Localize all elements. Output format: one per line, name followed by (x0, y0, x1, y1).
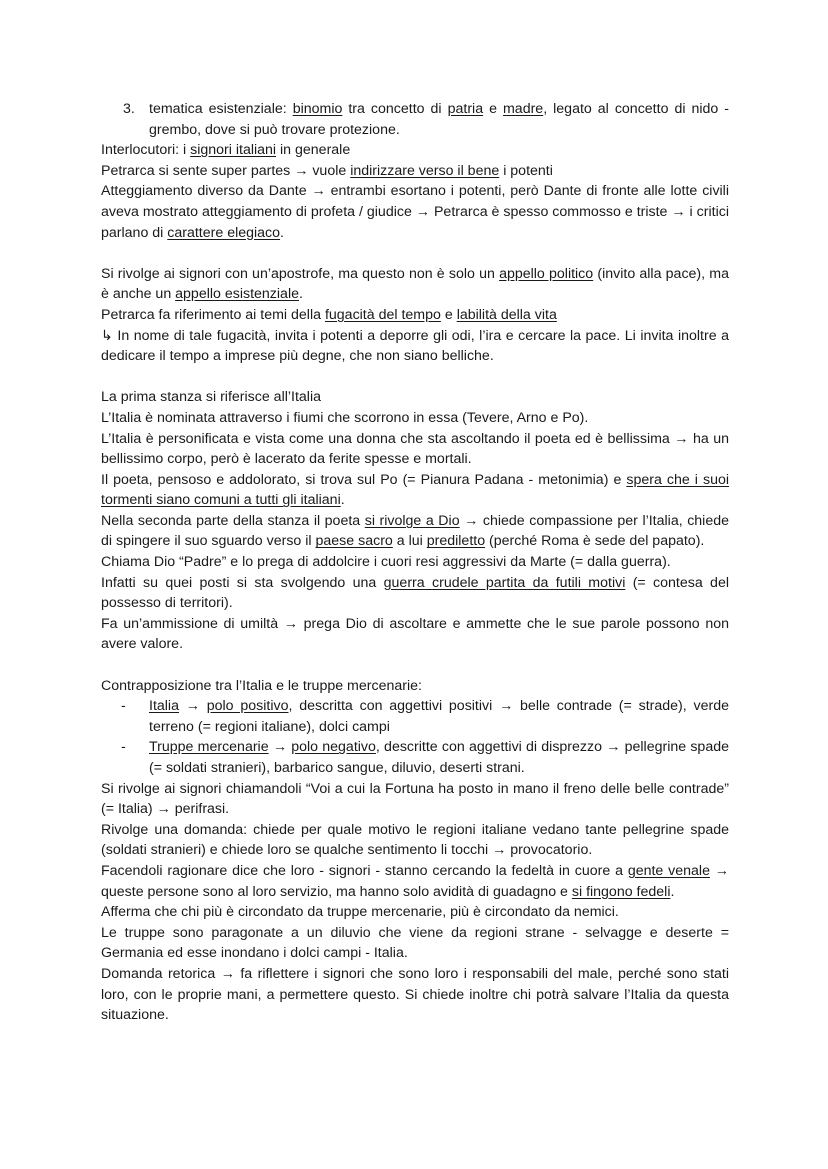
underlined-term: spera che i suoi tormenti siano comuni a tutti gli italiani (101, 471, 730, 509)
underlined-term: prediletto (426, 533, 486, 550)
underlined-term: labilità della vita (456, 306, 557, 323)
paragraph-interlocutori: Interlocutori: i signori italiani in generale (101, 142, 351, 159)
blank-line (101, 367, 729, 388)
underlined-term: si rivolge a Dio (364, 512, 460, 529)
bullet-item-italia (101, 696, 729, 737)
paragraph-fedelta: Facendoli ragionare dice che loro - signori - stanno cercando la fedeltà in cuore a gente venale → queste persone sono al loro servizio, ma hanno solo avidità di guadagno e si fingono fedeli. (101, 862, 729, 900)
blank-line (101, 243, 729, 264)
numbered-item-3 (101, 99, 729, 140)
list-item-text: tematica esistenziale: binomio tra concetto di patria e madre, legato al concetto di nido - grembo, dove si può trovare protezione. (149, 101, 730, 138)
paragraph-dante: Atteggiamento diverso da Dante → entrambi esortano i potenti, però Dante di fronte alle lotte civili aveva mostrato atteggiamento di profeta / giudice → Petrarca è spesso commosso e triste → i critici parlano di carattere elegiaco. (101, 183, 729, 241)
underlined-term: indirizzare verso il bene (350, 162, 500, 179)
underlined-term: carattere elegiaco (167, 224, 281, 241)
underlined-term: si fingono fedeli (571, 883, 671, 900)
paragraph-fugacita: ↳ In nome di tale fugacità, invita i potenti a deporre gli odi, l’ira e cercare la pace. Li invita inoltre a dedicare il tempo a imprese più degne, che non siano belliche. (101, 327, 729, 365)
underlined-term: binomio (292, 101, 343, 117)
paragraph-personificata: L’Italia è personificata e vista come una donna che sta ascoltando il poeta ed è bellissima → ha un bellissimo corpo, però è lacerato da ferite spesse e mortali. (101, 430, 729, 468)
paragraph-diluvio: Le truppe sono paragonate a un diluvio che viene da regioni strane - selvagge e deserte = Germania ed esse inondano i dolci campi - Italia. (101, 924, 729, 962)
paragraph-fortuna: Si rivolge ai signori chiamandoli “Voi a cui la Fortuna ha posto in mano il freno delle belle contrade” (= Italia) → perifrasi. (101, 780, 729, 818)
underlined-term: guerra crudele partita da futili motivi (383, 574, 626, 591)
paragraph-super-partes: Petrarca si sente super partes → vuole indirizzare verso il bene i potenti (101, 162, 553, 179)
paragraph-domanda: Rivolge una domanda: chiede per quale motivo le regioni italiane vedano tante pellegrine spade (soldati stranieri) e chiede loro se qualche sentimento li tocchi → provocatorio. (101, 821, 729, 859)
underlined-term: appello politico (499, 265, 594, 282)
bullet-item-truppe (101, 737, 729, 778)
underlined-term: paese sacro (315, 533, 393, 550)
paragraph-umilta: Fa un’ammissione di umiltà → prega Dio di ascoltare e ammette che le sue parole possono non avere valore. (101, 615, 729, 653)
paragraph-fiumi: L’Italia è nominata attraverso i fiumi che scorrono in essa (Tevere, Arno e Po). (101, 409, 589, 426)
underlined-term: Italia (149, 698, 179, 715)
paragraph-guerra: Infatti su quei posti si sta svolgendo una guerra crudele partita da futili motivi (= contesa del possesso di territori). (101, 574, 729, 612)
paragraph-po: Il poeta, pensoso e addolorato, si trova sul Po (= Pianura Padana - metonimia) e spera che i suoi tormenti siano comuni a tutti gli italiani. (101, 471, 730, 509)
blank-line (101, 655, 729, 676)
paragraph-prima-stanza: La prima stanza si riferisce all’Italia (101, 389, 321, 406)
underlined-term: patria (447, 101, 484, 117)
underlined-term: signori italiani (190, 142, 277, 159)
paragraph-padre: Chiama Dio “Padre” e lo prega di addolcire i cuori resi aggressivi da Marte (= dalla guerra). (101, 554, 671, 571)
bullet-dash: - (121, 739, 126, 756)
bullet-dash: - (121, 698, 126, 715)
paragraph-nemici: Afferma che chi più è circondato da truppe mercenarie, più è circondato da nemici. (101, 904, 619, 921)
paragraph-contrapposizione: Contrapposizione tra l’Italia e le truppe mercenarie: (101, 677, 422, 694)
paragraph-retorica: Domanda retorica → fa riflettere i signori che sono loro i responsabili del male, perché sono stati loro, con le proprie mani, a permettere questo. Si chiede inoltre chi potrà salvare l’Italia da questa situazione. (101, 965, 729, 1024)
paragraph-apostrofe: Si rivolge ai signori con un’apostrofe, ma questo non è solo un appello politico (invito alla pace), ma è anche un appello esistenziale. (101, 265, 729, 303)
bullet-text: Truppe mercenarie → polo negativo, descritte con aggettivi di disprezzo → pellegrine spade (= soldati stranieri), barbarico sangue, diluvio, deserti strani. (149, 739, 729, 776)
paragraph-seconda-parte: Nella seconda parte della stanza il poeta si rivolge a Dio → chiede compassione per l’Italia, chiede di spingere il suo sguardo verso il paese sacro a lui prediletto (perché Roma è sede del papato). (101, 512, 730, 550)
paragraph-temi: Petrarca fa riferimento ai temi della fugacità del tempo e labilità della vita (101, 306, 557, 323)
underlined-term: fugacità del tempo (324, 306, 441, 323)
bullet-text: Italia → polo positivo, descritta con aggettivi positivi → belle contrade (= strade), verde terreno (= regioni italiane), dolci campi (149, 698, 729, 735)
underlined-term: appello esistenziale (175, 286, 299, 303)
notes-page (101, 99, 729, 1026)
underlined-term: polo positivo (206, 698, 289, 715)
list-number: 3. (123, 101, 135, 117)
underlined-term: Truppe mercenarie (149, 739, 269, 756)
underlined-term: polo negativo (291, 739, 376, 756)
underlined-term: madre (502, 101, 544, 117)
underlined-term: gente venale (627, 862, 710, 879)
